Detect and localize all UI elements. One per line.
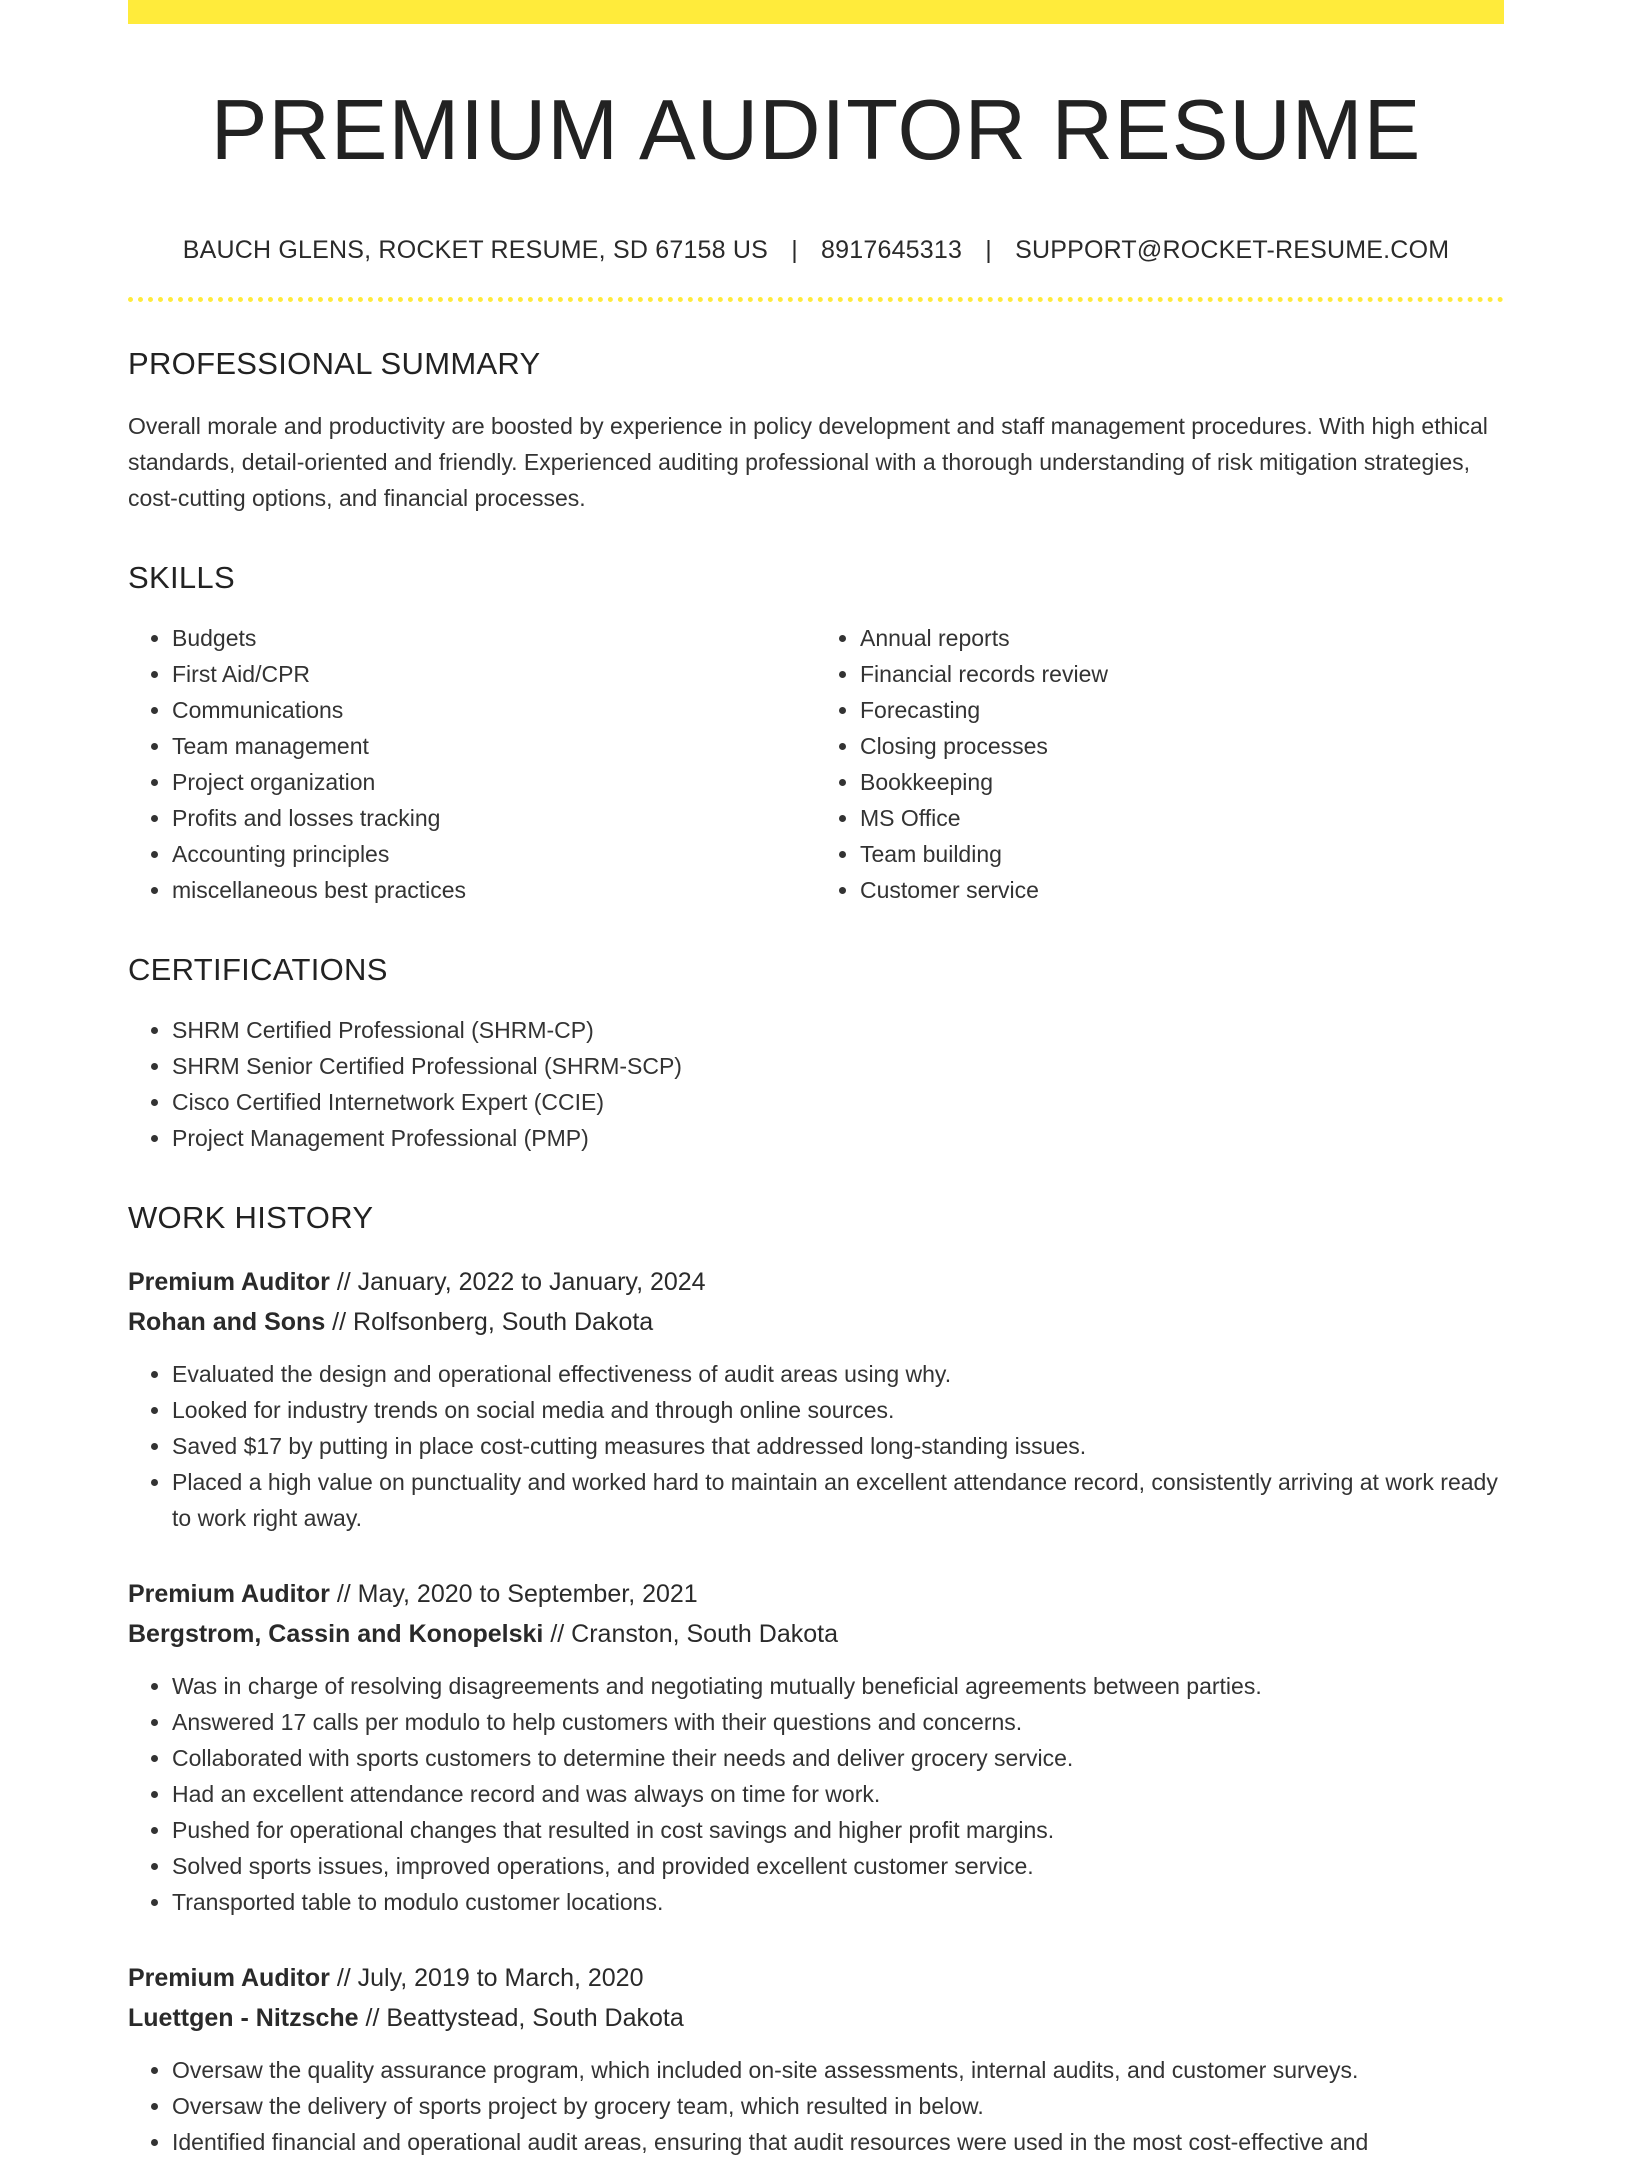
job-title-line (128, 1958, 1504, 1998)
skill-item: • Forecasting (860, 692, 1504, 728)
skill-item: • Profits and losses tracking (172, 800, 816, 836)
job-title: Premium Auditor (128, 1579, 330, 1608)
job-entry (128, 1958, 1504, 2160)
job-bullet: • Saved $17 by putting in place cost-cutting measures that addressed long-standing issues. (172, 1428, 1504, 1464)
contact-separator: | (791, 235, 798, 264)
skill-item: • First Aid/CPR (172, 656, 816, 692)
job-dates: // May, 2020 to September, 2021 (329, 1579, 698, 1608)
skill-item: • Communications (172, 692, 816, 728)
contact-email: SUPPORT@ROCKET-RESUME.COM (1015, 235, 1450, 264)
summary-heading: PROFESSIONAL SUMMARY (128, 345, 541, 381)
job-location: // Cranston, South Dakota (543, 1619, 838, 1648)
job-company-line (128, 1614, 1504, 1654)
job-bullet: • Placed a high value on punctuality and worked hard to maintain an excellent attendance record, consistently arriving at work ready to work right away. (172, 1464, 1504, 1536)
job-bullet: • Oversaw the delivery of sports project by grocery team, which resulted in below. (172, 2088, 1504, 2124)
job-company: Rohan and Sons (128, 1307, 326, 1336)
job-company-line (128, 1998, 1504, 2038)
skill-item: • Project organization (172, 764, 816, 800)
job-title-line (128, 1574, 1504, 1614)
accent-top-bar (128, 0, 1504, 24)
contact-address: BAUCH GLENS, ROCKET RESUME, SD 67158 US (182, 235, 769, 264)
skill-item: • Bookkeeping (860, 764, 1504, 800)
skill-item: • Budgets (172, 620, 816, 656)
resume-title: PREMIUM AUDITOR RESUME (210, 83, 1422, 178)
job-location: // Beattystead, South Dakota (358, 2003, 684, 2032)
certifications-list (128, 1012, 1504, 1156)
certification-item: • SHRM Senior Certified Professional (SHRM-SCP) (172, 1048, 1504, 1084)
job-bullet: • Identified financial and operational audit areas, ensuring that audit resources were used in the most cost-effective and (172, 2124, 1504, 2160)
certification-item: • Project Management Professional (PMP) (172, 1120, 1504, 1156)
skill-item: • miscellaneous best practices (172, 872, 816, 908)
work-history-heading: WORK HISTORY (128, 1199, 374, 1235)
job-entry (128, 1574, 1504, 1920)
job-bullet: • Solved sports issues, improved operations, and provided excellent customer service. (172, 1848, 1504, 1884)
skill-item: • Customer service (860, 872, 1504, 908)
job-bullet: • Transported table to modulo customer locations. (172, 1884, 1504, 1920)
certification-item: • Cisco Certified Internetwork Expert (CCIE) (172, 1084, 1504, 1120)
skills-list-right (816, 620, 1504, 908)
dotted-divider (128, 297, 1504, 302)
job-bullet: • Pushed for operational changes that resulted in cost savings and higher profit margins. (172, 1812, 1504, 1848)
job-bullets (128, 1668, 1504, 1920)
contact-line (128, 236, 1504, 265)
skill-item: • Financial records review (860, 656, 1504, 692)
skill-item: • Team management (172, 728, 816, 764)
summary-text: Overall morale and productivity are boosted by experience in policy development and staff management procedures. With high ethical standards, detail-oriented and friendly. Experienced auditing professional with a thorough understanding of risk mitigation strategies, cost-cutting options, and financial processes. (128, 412, 1488, 511)
skills-list-left (128, 620, 816, 908)
skill-item: • Annual reports (860, 620, 1504, 656)
skill-item: • Accounting principles (172, 836, 816, 872)
job-bullet: • Looked for industry trends on social media and through online sources. (172, 1392, 1504, 1428)
job-entry (128, 1262, 1504, 1536)
job-company: Bergstrom, Cassin and Konopelski (128, 1619, 544, 1648)
job-title: Premium Auditor (128, 1963, 330, 1992)
skills-columns (128, 620, 1504, 908)
job-company-line (128, 1302, 1504, 1342)
job-dates: // July, 2019 to March, 2020 (329, 1963, 644, 1992)
contact-phone: 8917645313 (821, 235, 963, 264)
skills-heading: SKILLS (128, 559, 235, 595)
certification-item: • SHRM Certified Professional (SHRM-CP) (172, 1012, 1504, 1048)
job-dates: // January, 2022 to January, 2024 (329, 1267, 706, 1296)
job-location: // Rolfsonberg, South Dakota (325, 1307, 654, 1336)
job-bullet: • Was in charge of resolving disagreements and negotiating mutually beneficial agreements between parties. (172, 1668, 1504, 1704)
job-bullet: • Oversaw the quality assurance program, which included on-site assessments, internal audits, and customer surveys. (172, 2052, 1504, 2088)
work-history-list (128, 1262, 1504, 2160)
job-bullet: • Collaborated with sports customers to determine their needs and deliver grocery service. (172, 1740, 1504, 1776)
contact-separator: | (985, 235, 992, 264)
job-bullets (128, 1356, 1504, 1536)
job-bullets (128, 2052, 1504, 2160)
certifications-heading: CERTIFICATIONS (128, 951, 388, 987)
resume-page (128, 0, 1504, 2160)
job-title-line (128, 1262, 1504, 1302)
skill-item: • Closing processes (860, 728, 1504, 764)
job-bullet: • Answered 17 calls per modulo to help customers with their questions and concerns. (172, 1704, 1504, 1740)
job-company: Luettgen - Nitzsche (128, 2003, 359, 2032)
skill-item: • Team building (860, 836, 1504, 872)
job-bullet: • Evaluated the design and operational effectiveness of audit areas using why. (172, 1356, 1504, 1392)
job-bullet: • Had an excellent attendance record and was always on time for work. (172, 1776, 1504, 1812)
skill-item: • MS Office (860, 800, 1504, 836)
job-title: Premium Auditor (128, 1267, 330, 1296)
